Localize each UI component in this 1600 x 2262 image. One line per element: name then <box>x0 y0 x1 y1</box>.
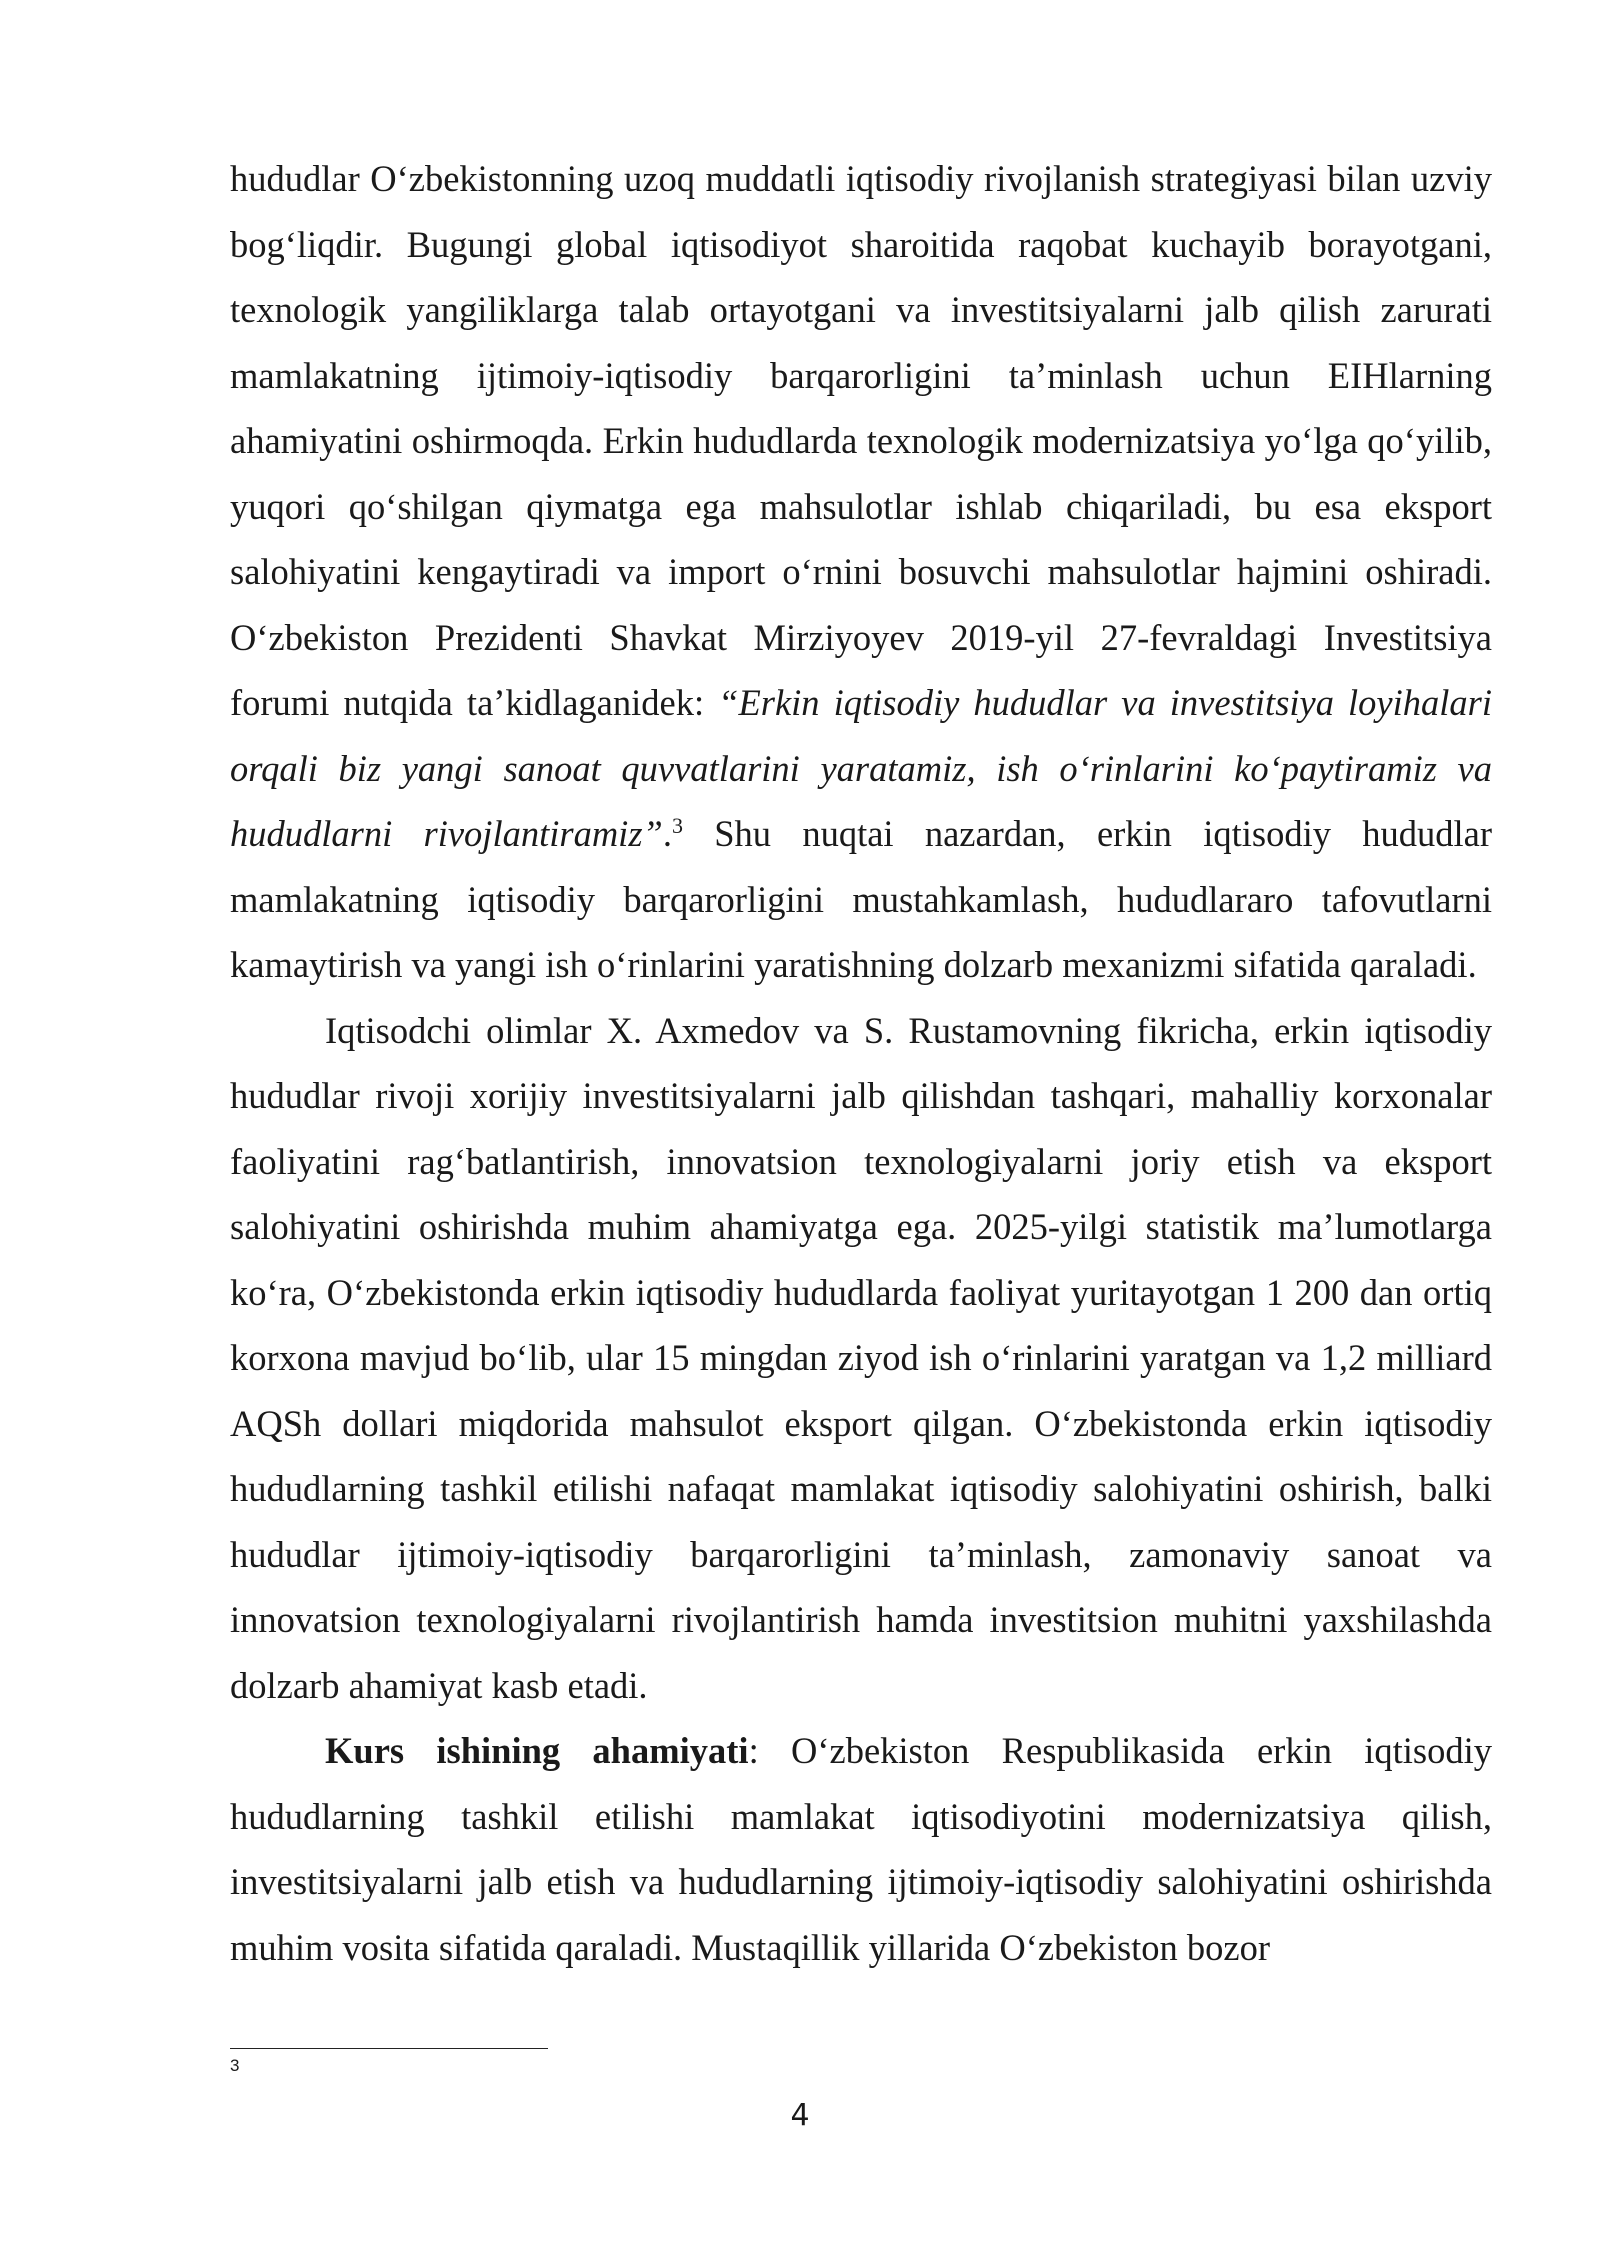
paragraph-1-continuation: Shu nuqtai nazardan, erkin iqtisodiy hududlar mamlakatning iqtisodiy barqarorligini mustahkamlash, hududlararo tafovutlarni kamaytirish va yangi ish o‘rinlarini yaratishning dolzarb mexanizmi sifatida qaraladi. <box>230 813 1493 985</box>
paragraph-1-text: hududlar O‘zbekistonning uzoq muddatli iqtisodiy rivojlanish strategiyasi bilan uzviy bog‘liqdir. Bugungi global iqtisodiyot sharoitida raqobat kuchayib borayotgani, texnologik yangiliklarga talab ortayotgani va investitsiyalarni jalb qilish zarurati mamlakatning ijtimoiy-iqtisodiy barqarorligini ta’minlash uchun EIHlarning ahamiyatini oshirmoqda. Erkin hududlarda texnologik modernizatsiya yo‘lga qo‘yilib, yuqori qo‘shilgan qiymatga ega mahsulotlar ishlab chiqariladi, bu esa eksport salohiyatini kengaytiradi va import o‘rnini bosuvchi mahsulotlar hajmini oshiradi. O‘zbekiston Prezidenti Shavkat Mirziyoyev 2019-yil 27-fevraldagi Investitsiya forumi nutqida ta’kidlaganidek: <box>230 158 1492 723</box>
section-heading-inline: Kurs ishining ahamiyati <box>325 1730 749 1771</box>
president-quote: “Erkin iqtisodiy hududlar va investitsiya loyihalari orqali biz yangi sanoat quvvatlarini yaratamiz, ish o‘rinlarini ko‘paytiramiz va hududlarni rivojlantiramiz” <box>230 682 1493 854</box>
paragraph-2: Iqtisodchi olimlar X. Axmedov va S. Rustamovning fikricha, erkin iqtisodiy hududlar rivoji xorijiy investitsiyalarni jalb qilishdan tashqari, mahalliy korxonalar faoliyatini rag‘batlantirish, innovatsion texnologiyalarni joriy etish va eksport salohiyatini oshirishda muhim ahamiyatga ega. 2025-yilgi statistik ma’lumotlarga ko‘ra, O‘zbekistonda erkin iqtisodiy hududlarda faoliyat yuritayotgan 1 200 dan ortiq korxona mavjud bo‘lib, ular 15 mingdan ziyod ish o‘rinlarini yaratgan va 1,2 milliard AQSh dollari miqdorida mahsulot eksport qilgan. O‘zbekistonda erkin iqtisodiy hududlarning tashkil etilishi nafaqat mamlakat iqtisodiy salohiyatini oshirish, balki hududlar ijtimoiy-iqtisodiy barqarorligini ta’minlash, zamonaviy sanoat va innovatsion texnologiyalarni rivojlantirish hamda investitsion muhitni yaxshilashda dolzarb ahamiyat kasb etadi. <box>230 1009 1492 1706</box>
heading-colon: : <box>748 1730 759 1771</box>
paragraph-3 <box>230 1718 1492 1980</box>
paragraph-3-text: O‘zbekiston Respublikasida erkin iqtisodiy hududlarning tashkil etilishi mamlakat iqtisodiyotini modernizatsiya qilish, investitsiyalarni jalb etish va hududlarning ijtimoiy-iqtisodiy salohiyatini oshirishda muhim vosita sifatida qaraladi. Mustaqillik yillarida O‘zbekiston bozor <box>230 1730 1492 1968</box>
quote-period: . <box>662 813 672 854</box>
body-text <box>230 146 1492 1980</box>
page-number: 4 <box>790 2098 810 2133</box>
footnote-reference[interactable]: 3 <box>671 812 683 838</box>
footnote-marker: 3 <box>230 2056 240 2075</box>
paragraph-1 <box>230 146 1492 998</box>
footnote-separator <box>230 2048 548 2049</box>
